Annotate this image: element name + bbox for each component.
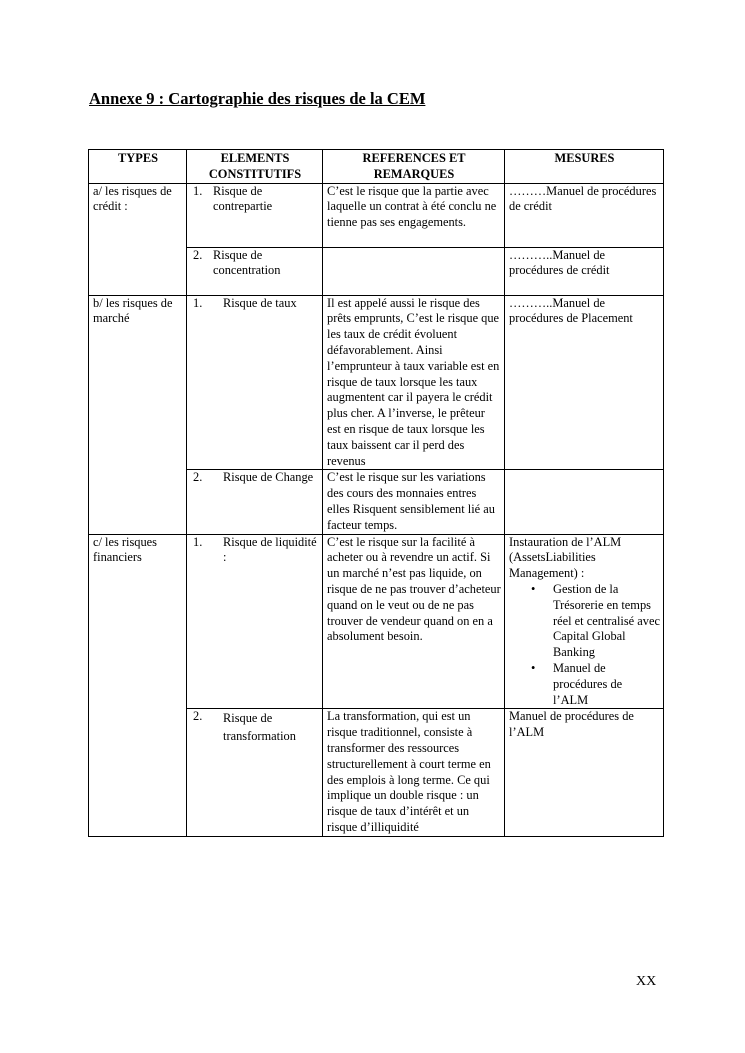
remark-cell: C’est le risque que la partie avec laquelle un contrat à été conclu ne tienne pas ses engagements. xyxy=(323,183,505,247)
list-item xyxy=(531,581,660,661)
type-cell-credit: a/ les risques de crédit : xyxy=(89,183,187,295)
row-number: 2. xyxy=(193,470,203,485)
risk-map-table xyxy=(88,149,664,837)
element-label: Risque de contrepartie xyxy=(213,183,273,214)
table-row xyxy=(89,295,664,470)
row-number: 1. xyxy=(193,295,203,310)
remark-cell: C’est le risque sur les variations des cours des monnaies entres elles Risquent sensiblement lié au facteur temps. xyxy=(323,470,505,534)
type-cell-market: b/ les risques de marché xyxy=(89,295,187,534)
remark-cell: Il est appelé aussi le risque des prêts emprunts, C’est le risque que les taux de crédit évoluent défavorablement. Ainsi l’emprunteur à taux variable est en risque de taux lorsque les taux augmentent car il payera le crédit plus cher. A l’inverse, le prêteur est en risque de taux lorsque les taux baissent car il perd des revenus xyxy=(323,295,505,470)
element-label: Risque de Change xyxy=(223,470,314,485)
element-cell xyxy=(187,709,323,836)
element-label: Risque de concentration xyxy=(213,247,281,278)
bullet-text: Gestion de la Trésorerie en temps réel et centralisé avec Capital Global Banking xyxy=(553,581,660,660)
bullet-icon: • xyxy=(531,660,536,675)
bullet-icon: • xyxy=(531,581,536,596)
mesure-bullet-list xyxy=(509,582,660,708)
mesure-cell xyxy=(505,534,664,709)
table-row xyxy=(89,183,664,247)
element-cell xyxy=(187,470,323,534)
type-cell-financial: c/ les risques financiers xyxy=(89,534,187,836)
remark-cell xyxy=(323,247,505,295)
mesure-cell: Manuel de procédures de l’ALM xyxy=(505,709,664,836)
element-cell xyxy=(187,295,323,470)
mesure-intro: Instauration de l’ALM (AssetsLiabilities Management) : xyxy=(509,534,622,581)
mesure-cell: ………..Manuel de procédures de Placement xyxy=(505,295,664,470)
element-label: Risque de taux xyxy=(223,295,297,310)
row-number: 2. xyxy=(193,709,203,724)
page-title: Annexe 9 : Cartographie des risques de la CEM xyxy=(89,89,426,108)
table-row xyxy=(89,534,664,709)
row-number: 2. xyxy=(193,247,203,262)
row-number: 1. xyxy=(193,534,203,549)
mesure-cell xyxy=(505,470,664,534)
element-label: Risque de liquidité : xyxy=(223,534,317,565)
mesure-cell: ………Manuel de procédures de crédit xyxy=(505,183,664,247)
remark-cell: C’est le risque sur la facilité à acheter ou à revendre un actif. Si un marché n’est pas liquide, on risque de ne pas trouver d’acheteur quand on le veut ou de ne pas trouver de vendeur quand on en a absolument besoin. xyxy=(323,534,505,709)
element-cell xyxy=(187,534,323,709)
remark-cell: La transformation, qui est un risque traditionnel, consiste à transformer des ressources structurellement à court terme en des emplois à long terme. Ce qui implique un double risque : un risque de taux d’intérêt et un risque d’illiquidité xyxy=(323,709,505,836)
header-references: REFERENCES ET REMARQUES xyxy=(323,150,505,184)
table-header-row xyxy=(89,150,664,184)
header-mesures: MESURES xyxy=(505,150,664,184)
list-item xyxy=(531,660,660,708)
element-label: Risque de transformation xyxy=(223,711,296,744)
header-types: TYPES xyxy=(89,150,187,184)
mesure-cell: ………..Manuel de procédures de crédit xyxy=(505,247,664,295)
bullet-text: Manuel de procédures de l’ALM xyxy=(553,660,623,707)
element-cell xyxy=(187,247,323,295)
element-cell xyxy=(187,183,323,247)
page-footer: XX xyxy=(636,974,657,989)
row-number: 1. xyxy=(193,183,203,198)
header-elements: ELEMENTS CONSTITUTIFS xyxy=(187,150,323,184)
